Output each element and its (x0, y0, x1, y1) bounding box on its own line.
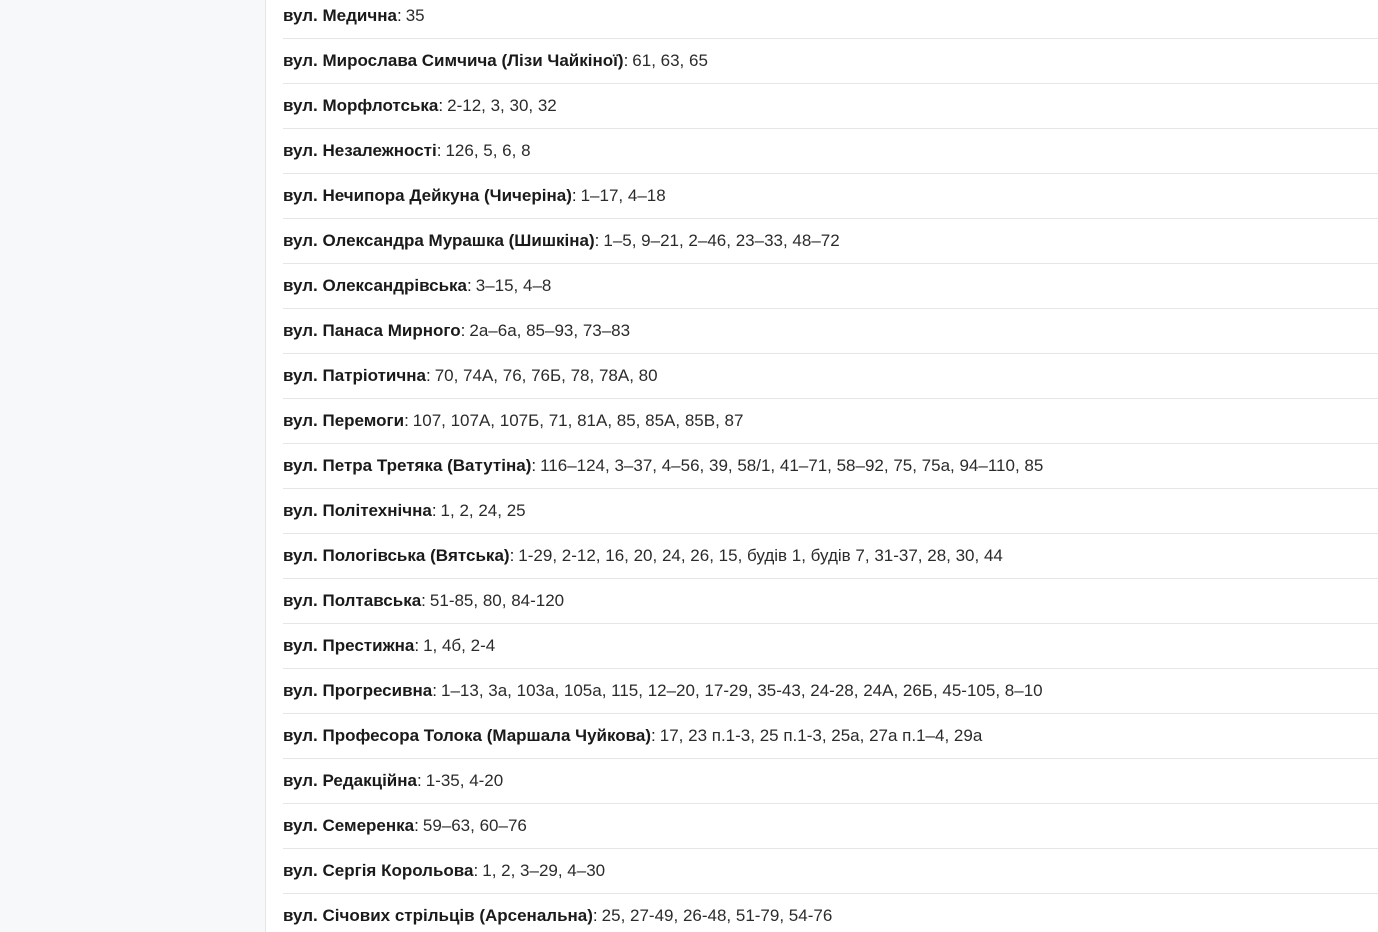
list-item (283, 129, 1378, 174)
house-numbers: 1–5, 9–21, 2–46, 23–33, 48–72 (603, 231, 840, 250)
separator: : (592, 906, 598, 925)
list-item (283, 174, 1378, 219)
street-name: вул. Морфлотська (283, 96, 439, 115)
street-name: вул. Перемоги (283, 411, 405, 430)
main-content (266, 0, 1378, 932)
list-item (283, 264, 1378, 309)
left-sidebar-area (0, 0, 266, 932)
house-numbers: 25, 27-49, 26-48, 51-79, 54-76 (601, 906, 833, 925)
list-item (283, 399, 1378, 444)
house-numbers: 126, 5, 6, 8 (445, 141, 531, 160)
separator: : (421, 591, 426, 610)
list-item (283, 579, 1378, 624)
separator: : (436, 141, 442, 160)
street-name: вул. Політехнічна (283, 501, 432, 520)
house-numbers: 3–15, 4–8 (475, 276, 552, 295)
street-name: вул. Медична (283, 6, 397, 25)
list-item (283, 309, 1378, 354)
list-item (283, 444, 1378, 489)
separator: : (425, 366, 431, 385)
house-numbers: 59–63, 60–76 (422, 816, 527, 835)
street-name: вул. Петра Третяка (Ватутіна) (283, 456, 532, 475)
separator: : (432, 681, 437, 700)
separator: : (460, 321, 466, 340)
list-item (283, 489, 1378, 534)
separator: : (414, 816, 419, 835)
street-name: вул. Професора Толока (Маршала Чуйкова) (283, 726, 652, 745)
separator: : (416, 771, 422, 790)
list-item (283, 894, 1378, 932)
house-numbers: 35 (405, 6, 425, 25)
street-name: вул. Нечипора Дейкуна (Чичеріна) (283, 186, 572, 205)
house-numbers: 70, 74А, 76, 76Б, 78, 78А, 80 (434, 366, 658, 385)
street-name: вул. Полтавська (283, 591, 422, 610)
separator: : (414, 636, 420, 655)
house-numbers: 1–13, 3а, 103а, 105а, 115, 12–20, 17-29, 35-43, 24-28, 24А, 26Б, 45-105, 8–10 (441, 681, 1043, 700)
separator: : (431, 501, 437, 520)
separator: : (571, 186, 577, 205)
street-name: вул. Прогресивна (283, 681, 433, 700)
list-item (283, 354, 1378, 399)
separator: : (594, 231, 600, 250)
separator: : (396, 6, 402, 25)
house-numbers: 61, 63, 65 (632, 51, 708, 70)
house-numbers: 1-35, 4-20 (425, 771, 504, 790)
list-item (283, 669, 1378, 714)
street-name: вул. Мирослава Симчича (Лізи Чайкіної) (283, 51, 624, 70)
house-numbers: 51-85, 80, 84-120 (429, 591, 565, 610)
street-name: вул. Престижна (283, 636, 415, 655)
list-item (283, 714, 1378, 759)
house-numbers: 1–17, 4–18 (580, 186, 666, 205)
separator: : (623, 51, 629, 70)
house-numbers: 2-12, 3, 30, 32 (447, 96, 557, 115)
house-numbers: 1, 4б, 2-4 (423, 636, 496, 655)
house-numbers: 17, 23 п.1-3, 25 п.1-3, 25а, 27а п.1–4, 29а (659, 726, 983, 745)
list-item (283, 0, 1378, 39)
house-numbers: 116–124, 3–37, 4–56, 39, 58/1, 41–71, 58–92, 75, 75а, 94–110, 85 (540, 456, 1044, 475)
list-item (283, 84, 1378, 129)
street-name: вул. Олександрівська (283, 276, 467, 295)
street-name: вул. Панаса Мирного (283, 321, 461, 340)
house-numbers: 2а–6а, 85–93, 73–83 (469, 321, 631, 340)
street-name: вул. Січових стрільців (Арсенальна) (283, 906, 593, 925)
separator: : (473, 861, 479, 880)
street-list (283, 0, 1378, 932)
house-numbers: 107, 107А, 107Б, 71, 81А, 85, 85А, 85В, 87 (412, 411, 744, 430)
house-numbers: 1-29, 2-12, 16, 20, 24, 26, 15, будів 1, будів 7, 31-37, 28, 30, 44 (518, 546, 1003, 565)
street-name: вул. Олександра Мурашка (Шишкіна) (283, 231, 595, 250)
list-item (283, 219, 1378, 264)
street-name: вул. Семеренка (283, 816, 415, 835)
separator: : (467, 276, 472, 295)
street-name: вул. Патріотична (283, 366, 426, 385)
list-item (283, 534, 1378, 579)
house-numbers: 1, 2, 24, 25 (440, 501, 526, 520)
street-name: вул. Пологівська (Вятська) (283, 546, 510, 565)
separator: : (651, 726, 656, 745)
separator: : (404, 411, 409, 430)
street-name: вул. Сергія Корольова (283, 861, 474, 880)
street-name: вул. Редакційна (283, 771, 417, 790)
list-item (283, 804, 1378, 849)
list-item (283, 759, 1378, 804)
street-name: вул. Незалежності (283, 141, 437, 160)
separator: : (438, 96, 444, 115)
separator: : (509, 546, 515, 565)
house-numbers: 1, 2, 3–29, 4–30 (482, 861, 606, 880)
list-item (283, 624, 1378, 669)
list-item (283, 39, 1378, 84)
list-item (283, 849, 1378, 894)
separator: : (531, 456, 537, 475)
